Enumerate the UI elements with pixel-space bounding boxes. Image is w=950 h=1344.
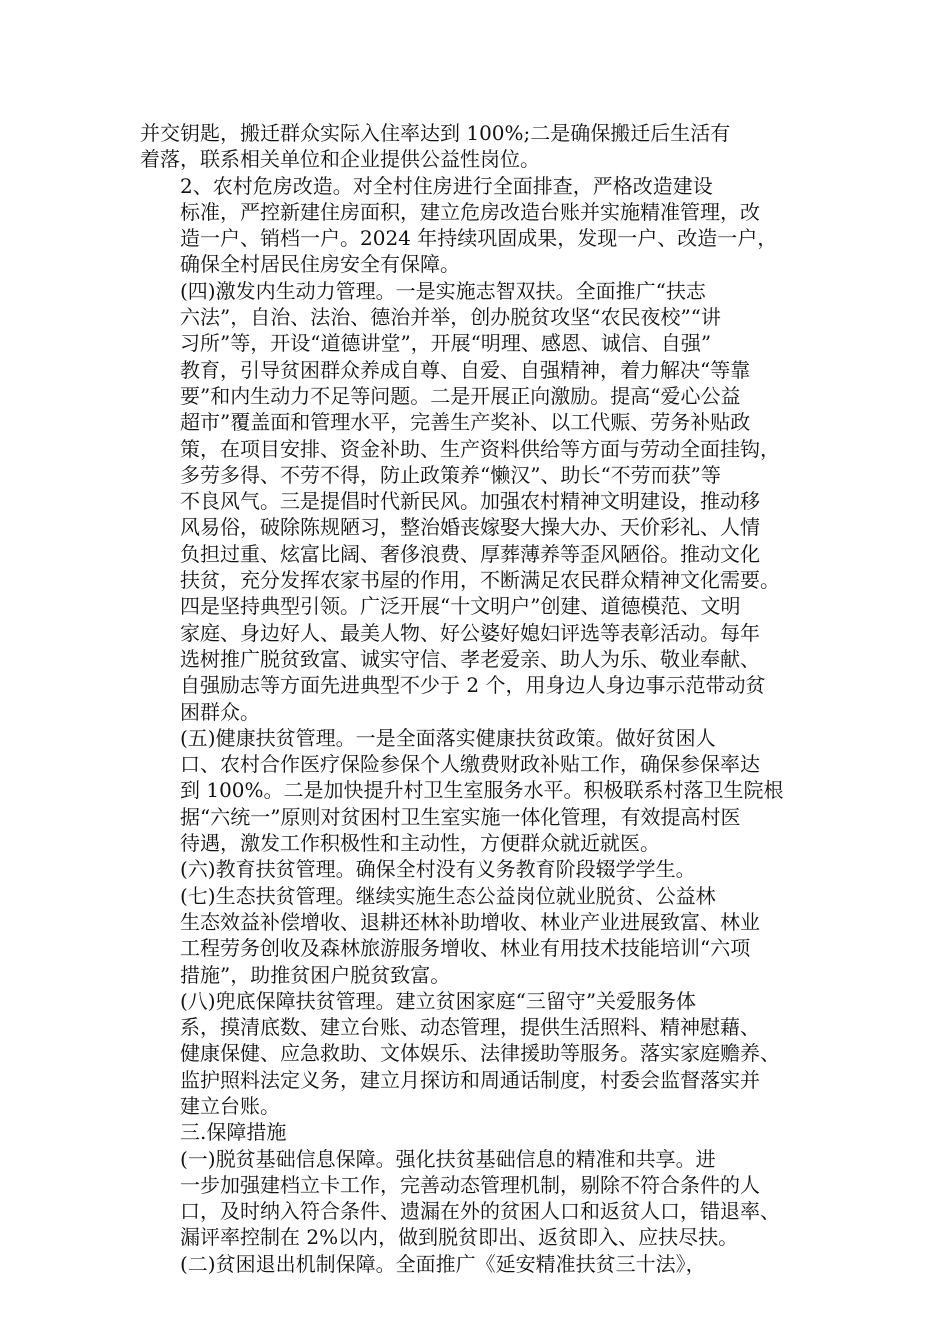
text-line: 不良风气。三是提倡时代新民风。加强农村精神文明建设，推动移 [180, 489, 760, 514]
text-line: (二)贫困退出机制保障。全面推广《延安精准扶贫三十法》， [180, 1251, 706, 1276]
paragraph [140, 856, 810, 882]
paragraph [140, 120, 810, 173]
text-line: 确保全村居民住房安全有保障。 [180, 252, 460, 277]
text-line: 并交钥匙，搬迁群众实际入住率达到 100%;二是确保搬迁后生活有 [140, 121, 731, 145]
text-line: (七)生态扶贫管理。继续实施生态公益岗位就业脱贫、公益林 [180, 883, 716, 908]
text-line: 自强励志等方面先进典型不少于 2 个，用身边人身边事示范带动贫 [180, 673, 766, 698]
text-line: 待遇，激发工作积极性和主动性，方便群众就近就医。 [180, 831, 660, 856]
text-line: 策，在项目安排、资金补助、生产资料供给等方面与劳动全面挂钩， [180, 436, 780, 461]
text-line: 教育，引导贫困群众养成自尊、自爱、自强精神，着力解决“等靠 [180, 357, 751, 382]
text-line: 口、农村合作医疗保险参保个人缴费财政补贴工作，确保参保率达 [180, 752, 760, 777]
text-line: 生态效益补偿增收、退耕还林补助增收、林业产业进展致富、林业 [180, 909, 760, 934]
paragraph [140, 988, 810, 1119]
text-line: 工程劳务创收及森林旅游服务增收、林业有用技术技能培训“六项 [180, 936, 751, 961]
text-line: 家庭、身边好人、最美人物、好公婆好媳妇评选等表彰活动。每年 [180, 620, 760, 645]
text-line: 监护照料法定义务，建立月探访和周通话制度，村委会监督落实并 [180, 1067, 760, 1092]
text-line: 据“六统一”原则对贫困村卫生室实施一体化管理，有效提高村医 [180, 804, 741, 829]
text-line: (八)兜底保障扶贫管理。建立贫困家庭“三留守”关爱服务体 [180, 988, 697, 1013]
paragraph [140, 883, 810, 988]
text-line: 2、农村危房改造。对全村住房进行全面排查，严格改造建设 [180, 173, 713, 198]
text-line: 习所”等，开设“道德讲堂”，开展“明理、感恩、诚信、自强” [180, 331, 712, 356]
document-page [140, 120, 810, 1277]
text-line: 风易俗，破除陈规陋习，整治婚丧嫁娶大操大办、天价彩礼、人情 [180, 515, 760, 540]
paragraph [140, 725, 810, 856]
text-line: (一)脱贫基础信息保障。强化扶贫基础信息的精准和共享。进 [180, 1146, 716, 1171]
text-line: 负担过重、炫富比阔、奢侈浪费、厚葬薄养等歪风陋俗。推动文化 [180, 541, 760, 566]
paragraph [140, 173, 810, 278]
text-line: (六)教育扶贫管理。确保全村没有义务教育阶段辍学学生。 [180, 857, 696, 882]
text-line: 着落，联系相关单位和企业提供公益性岗位。 [140, 147, 540, 172]
text-line: 漏评率控制在 2%以内，做到脱贫即出、返贫即入、应扶尽扶。 [180, 1225, 739, 1250]
text-line: 四是坚持典型引领。广泛开展“十文明户”创建、道德模范、文明 [180, 594, 741, 619]
text-line: 标准，严控新建住房面积，建立危房改造台账并实施精准管理，改 [180, 199, 760, 224]
text-line: 超市”覆盖面和管理水平，完善生产奖补、以工代赈、劳务补贴政 [180, 410, 751, 435]
text-line: 三.保障措施 [180, 1120, 287, 1145]
text-line: (五)健康扶贫管理。一是全面落实健康扶贫政策。做好贫困人 [180, 725, 716, 750]
text-line: 要”和内生动力不足等问题。二是开展正向激励。提高“爱心公益 [180, 383, 741, 408]
text-line: 健康保健、应急救助、文体娱乐、法律援助等服务。落实家庭赡养、 [180, 1041, 780, 1066]
text-line: (四)激发内生动力管理。一是实施志智双扶。全面推广“扶志 [180, 278, 706, 303]
text-line: 扶贫，充分发挥农家书屋的作用，不断满足农民群众精神文化需要。 [180, 568, 780, 593]
paragraph [140, 1119, 810, 1145]
text-line: 造一户、销档一户。2024 年持续巩固成果，发现一户、改造一户， [180, 226, 778, 251]
text-line: 到 100%。二是加快提升村卫生室服务水平。积极联系村落卫生院根 [180, 778, 784, 803]
text-line: 措施”，助推贫困户脱贫致富。 [180, 962, 451, 987]
paragraph [140, 278, 810, 725]
text-line: 选树推广脱贫致富、诚实守信、孝老爱亲、助人为乐、敬业奉献、 [180, 646, 760, 671]
paragraph [140, 1251, 810, 1277]
text-line: 一步加强建档立卡工作，完善动态管理机制，剔除不符合条件的人 [180, 1172, 760, 1197]
text-line: 口，及时纳入符合条件、遗漏在外的贫困人口和返贫人口，错退率、 [180, 1199, 780, 1224]
text-line: 困群众。 [180, 699, 260, 724]
text-line: 六法”，自治、法治、德治并举，创办脱贫攻坚“农民夜校”“讲 [180, 305, 721, 330]
paragraph [140, 1146, 810, 1251]
text-line: 系，摸清底数、建立台账、动态管理，提供生活照料、精神慰藉、 [180, 1015, 760, 1040]
text-line: 多劳多得、不劳不得，防止政策养“懒汉”、助长“不劳而获”等 [180, 462, 721, 487]
text-line: 建立台账。 [180, 1093, 280, 1118]
